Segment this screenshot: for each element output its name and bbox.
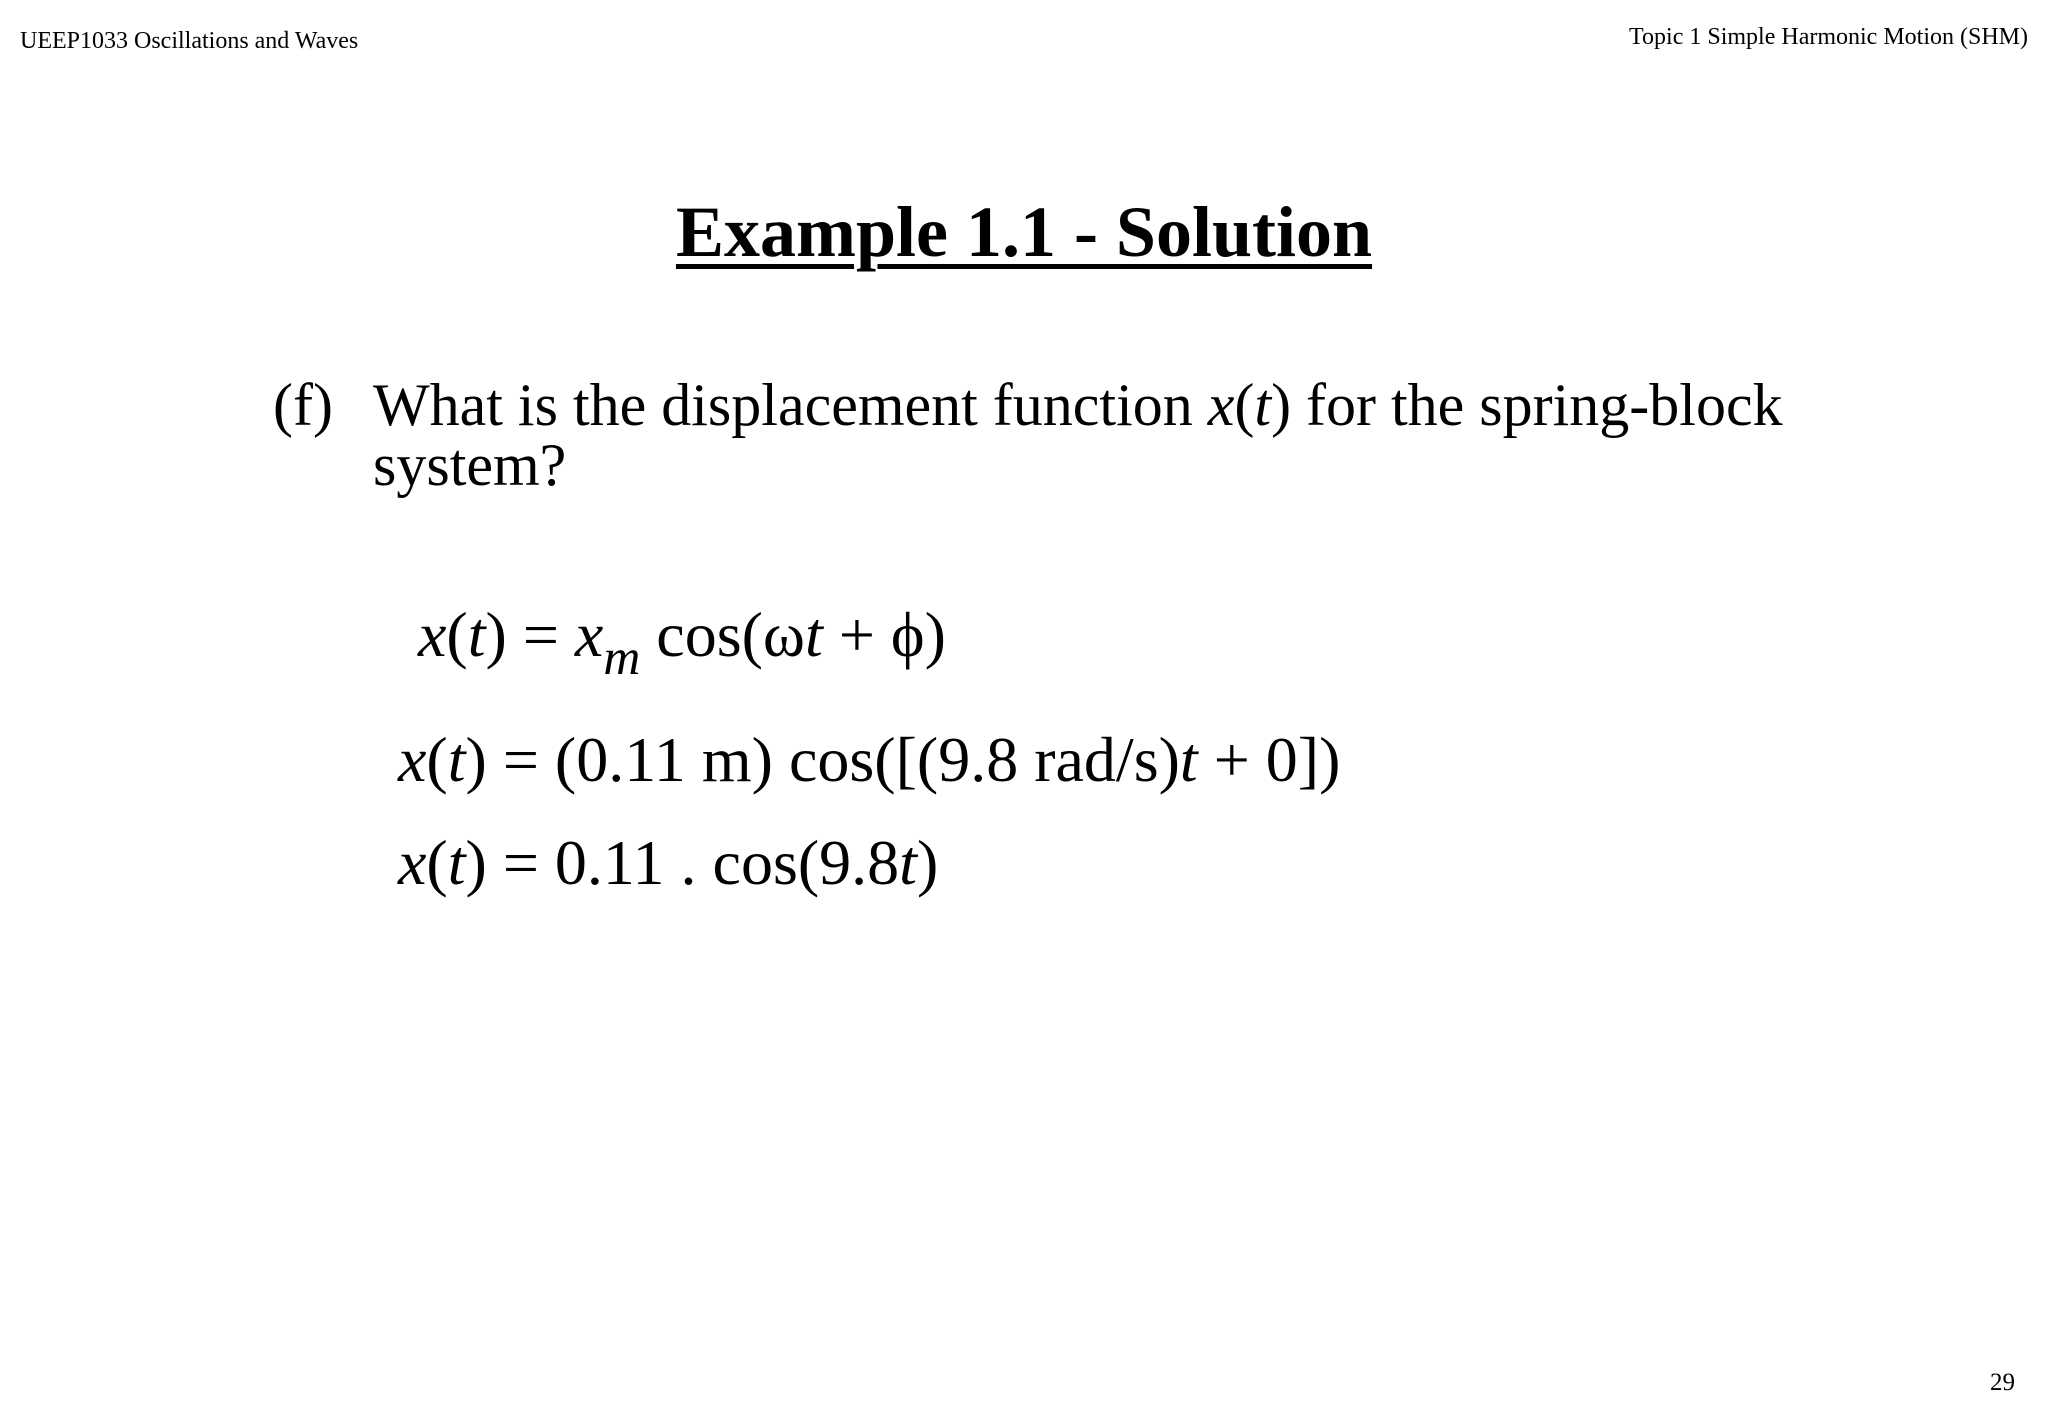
question-text [373,372,1913,498]
eq1-phi: ϕ [890,599,925,670]
eq3-rhs-end: ) [916,827,939,898]
eq2-lhs-variable: x [398,724,427,795]
eq1-amplitude-subscript [603,629,640,686]
eq1-equals: = [506,599,575,670]
eq3-lhs-variable: x [398,827,427,898]
eq2-time: t [1179,724,1198,795]
eq1-lhs-argument: t [467,599,486,670]
eq3-lhs-argument: t [447,827,466,898]
eq3-paren-open: ( [426,827,448,898]
eq1-paren-open: ( [446,599,468,670]
question-paren-close: ) [1271,372,1292,438]
question-marker: (f) [273,372,333,438]
eq1-amplitude: x [574,599,604,670]
eq3-paren-close: ) [465,827,487,898]
eq2-paren-open: ( [426,724,448,795]
question-text-before: What is the displacement function [373,372,1208,438]
course-header: UEEP1033 Oscillations and Waves [20,28,359,54]
eq1-plus: + [822,599,891,670]
eq2-rhs-start: = (0.11 m) cos([(9.8 rad/s) [486,724,1180,795]
eq2-rhs-end: + 0]) [1197,724,1341,795]
question-argument: t [1254,372,1272,438]
eq1-amplitude-subscript-text: m [603,628,641,686]
equation-substituted [398,725,1340,795]
eq1-function: cos( [640,599,763,670]
question-variable: x [1207,372,1235,438]
eq3-time: t [899,827,917,898]
eq1-paren-close: ) [485,599,507,670]
equation-general [418,599,946,686]
equation-simplified [398,828,938,898]
topic-header: Topic 1 Simple Harmonic Motion (SHM) [1629,24,2028,50]
question-text-after: for the spring-block system? [373,372,1783,498]
slide-title-text: Example 1.1 - Solution [675,192,1373,272]
question-paren-open: ( [1234,372,1255,438]
page-number: 29 [1990,1369,2015,1396]
eq2-lhs-argument: t [447,724,466,795]
eq1-lhs-variable: x [418,599,447,670]
eq1-omega: ω [762,599,806,670]
eq3-rhs-start: = 0.11 . cos(9.8 [486,827,900,898]
slide-title [0,190,2048,274]
eq2-paren-close: ) [465,724,487,795]
eq1-close: ) [924,599,946,670]
eq1-time: t [805,599,823,670]
